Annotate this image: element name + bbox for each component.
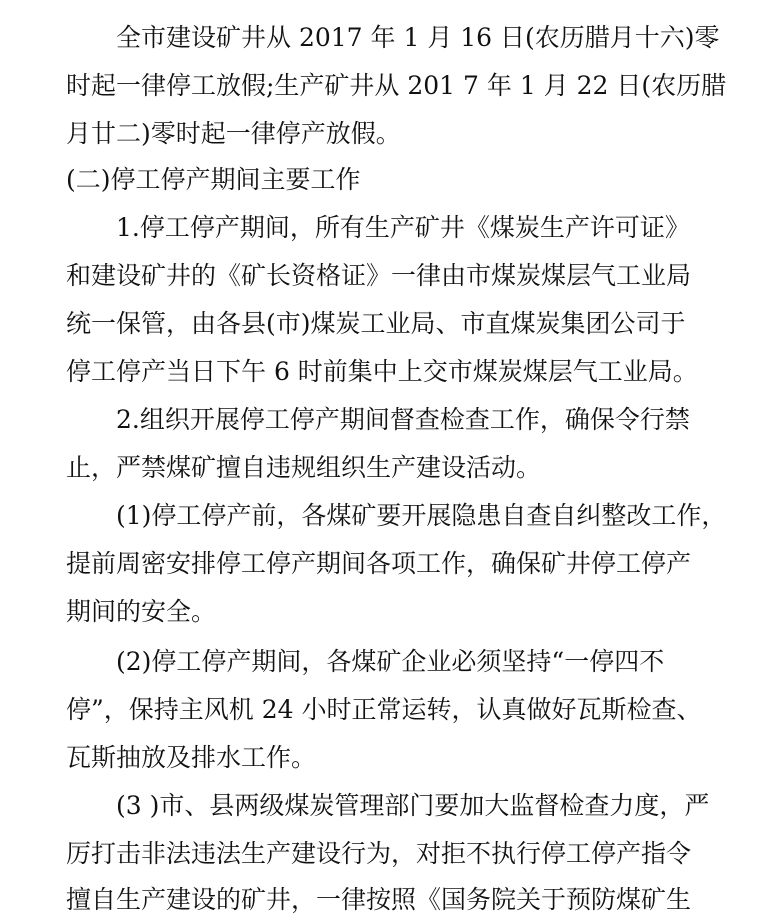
text-line: 停工停产当日下午 6 时前集中上交市煤炭煤层气工业局。 xyxy=(66,357,698,386)
text-line: 停”，保持主风机 24 小时正常运转，认真做好瓦斯检查、 xyxy=(66,695,702,724)
text-line: 期间的安全。 xyxy=(66,597,217,626)
text-line: (3 )市、县两级煤炭管理部门要加大监督检查力度，严 xyxy=(116,791,710,820)
text-line: 全市建设矿井从 2017 年 1 月 16 日(农历腊月十六)零 xyxy=(116,23,720,52)
text-line: (1)停工停产前，各煤矿要开展隐患自查自纠整改工作， xyxy=(116,501,727,530)
text-line: 瓦斯抽放及排水工作。 xyxy=(66,743,317,772)
text-line: 和建设矿井的《矿长资格证》一律由市煤炭煤层气工业局 xyxy=(66,261,692,290)
text-line: 2.组织开展停工停产期间督查检查工作，确保令行禁 xyxy=(116,405,690,434)
text-line: 1.停工停产期间，所有生产矿井《煤炭生产许可证》 xyxy=(116,213,690,242)
text-line: (2)停工停产期间，各煤矿企业必须坚持“一停四不 xyxy=(116,647,665,676)
text-line: 月廿二)零时起一律停产放假。 xyxy=(66,119,401,148)
text-line: 止，严禁煤矿擅自违规组织生产建设活动。 xyxy=(66,453,542,482)
text-line: 厉打击非法违法生产建设行为，对拒不执行停工停产指令 xyxy=(66,839,692,868)
text-line: 统一保管，由各县(市)煤炭工业局、市直煤炭集团公司于 xyxy=(66,309,686,338)
text-line: 擅自生产建设的矿井，一律按照《国务院关于预防煤矿生 xyxy=(66,885,692,914)
text-line: 时起一律停工放假;生产矿井从 201 7 年 1 月 22 日(农历腊 xyxy=(66,71,727,100)
section-heading: (二)停工停产期间主要工作 xyxy=(66,165,361,194)
text-line: 提前周密安排停工停产期间各项工作，确保矿井停工停产 xyxy=(66,549,692,578)
